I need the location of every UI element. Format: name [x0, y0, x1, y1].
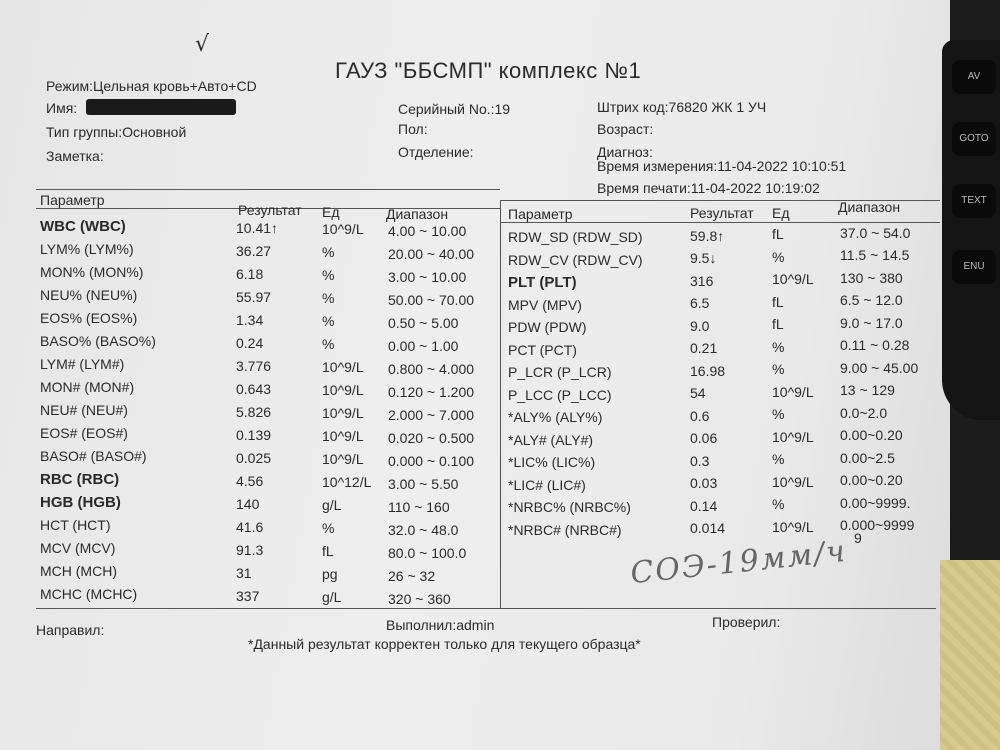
- diagnosis-field: Диагноз:: [597, 144, 653, 160]
- remote-key: ENU: [952, 250, 996, 284]
- cell-param: LYM% (LYM%): [40, 241, 134, 257]
- cell-unit: 10^9/L: [772, 383, 814, 400]
- cell-range: 13 ~ 129: [840, 382, 895, 398]
- remote-key: TEXT: [952, 184, 996, 218]
- cell-unit: %: [772, 248, 785, 265]
- cell-param: EOS# (EOS#): [40, 425, 128, 441]
- remote-control: [942, 40, 1000, 420]
- header-unit-left: Ед: [322, 204, 340, 220]
- cell-result: 55.97: [236, 288, 272, 305]
- cell-range: 110 ~ 160: [388, 498, 450, 515]
- cell-unit: %: [772, 406, 785, 422]
- cell-range: 130 ~ 380: [840, 269, 903, 286]
- cell-result: 4.56: [236, 472, 264, 489]
- check-mark: √: [195, 32, 210, 57]
- cell-result: 1.34: [236, 311, 264, 328]
- print-time-field: Время печати:11-04-2022 10:19:02: [597, 180, 820, 196]
- cell-unit: 10^9/L: [322, 382, 364, 398]
- cell-unit: %: [772, 361, 785, 377]
- cell-param: PCT (PCT): [508, 341, 577, 358]
- cell-param: *ALY# (ALY#): [508, 431, 594, 448]
- cell-range: 0.11 ~ 0.28: [840, 337, 910, 353]
- table-divider: [500, 200, 501, 608]
- handwritten-signature: СОЭ-19мм/ч: [628, 533, 849, 592]
- cell-param: BASO# (BASO#): [40, 448, 147, 464]
- cell-result: 0.6: [690, 407, 710, 424]
- cell-result: 10.41↑: [236, 219, 279, 236]
- table-header-rule-right: [500, 222, 940, 223]
- cell-unit: 10^9/L: [772, 473, 814, 490]
- cell-unit: g/L: [322, 497, 342, 513]
- cell-result: 31: [236, 564, 252, 581]
- cell-param: MPV (MPV): [508, 296, 582, 313]
- background-fabric: [940, 560, 1000, 750]
- cell-range: 26 ~ 32: [388, 567, 436, 584]
- cell-param: MCV (MCV): [40, 540, 116, 556]
- cell-range: 3.00 ~ 10.00: [388, 268, 467, 285]
- cell-range: 50.00 ~ 70.00: [388, 291, 475, 308]
- cell-param: EOS% (EOS%): [40, 310, 138, 326]
- range-wrap: 9: [854, 530, 862, 546]
- remote-key: AV: [952, 60, 996, 94]
- header-param-right: Параметр: [508, 206, 573, 222]
- cell-unit: 10^9/L: [322, 451, 364, 467]
- cell-result: 91.3: [236, 541, 264, 558]
- cell-param: PDW (PDW): [508, 319, 587, 335]
- cell-range: 0.00~0.20: [840, 472, 903, 488]
- cell-result: 59.8↑: [690, 227, 725, 244]
- cell-range: 20.00 ~ 40.00: [388, 245, 475, 262]
- header-range-right: Диапазон: [838, 199, 901, 215]
- cell-unit: fL: [772, 226, 784, 242]
- cell-unit: %: [322, 290, 335, 306]
- age-field: Возраст:: [597, 121, 654, 137]
- cell-unit: 10^9/L: [772, 518, 814, 535]
- cell-unit: %: [772, 338, 785, 355]
- cell-result: 54: [690, 385, 706, 401]
- header-param-left: Параметр: [40, 192, 105, 208]
- cell-range: 80.0 ~ 100.0: [388, 544, 467, 561]
- cell-unit: 10^9/L: [322, 359, 364, 375]
- cell-param: HGB (HGB): [40, 494, 121, 511]
- name-label: Имя:: [46, 100, 78, 116]
- cell-range: 0.50 ~ 5.00: [388, 314, 459, 331]
- sex-field: Пол:: [398, 121, 428, 137]
- cell-param: NEU% (NEU%): [40, 287, 138, 303]
- cell-result: 41.6: [236, 518, 264, 535]
- cell-param: PLT (PLT): [508, 274, 577, 291]
- cell-unit: %: [772, 451, 785, 467]
- table-bottom-rule: [36, 608, 936, 609]
- cell-range: 0.00~2.5: [840, 449, 895, 466]
- cell-param: MCHC (MCHC): [40, 586, 138, 602]
- header-range-left: Диапазон: [386, 206, 449, 222]
- cell-result: 0.025: [236, 449, 272, 466]
- cell-param: *NRBC% (NRBC%): [508, 499, 631, 515]
- cell-range: 320 ~ 360: [388, 590, 451, 607]
- cell-unit: %: [322, 313, 335, 329]
- cell-param: RBC (RBC): [40, 471, 120, 488]
- performed-by-field: Выполнил:admin: [386, 617, 495, 633]
- cell-param: P_LCR (P_LCR): [508, 364, 612, 380]
- cell-unit: %: [772, 496, 785, 512]
- cell-param: RDW_CV (RDW_CV): [508, 251, 643, 268]
- cell-unit: 10^12/L: [322, 474, 372, 490]
- cell-param: RDW_SD (RDW_SD): [508, 229, 643, 245]
- sent-by-field: Направил:: [36, 622, 105, 638]
- cell-unit: %: [322, 244, 335, 260]
- cell-range: 0.00 ~ 1.00: [388, 337, 459, 354]
- cell-range: 0.020 ~ 0.500: [388, 429, 475, 446]
- table-top-rule-left: [36, 189, 500, 190]
- cell-unit: fL: [772, 316, 784, 332]
- group-field: Тип группы:Основной: [46, 124, 187, 140]
- cell-range: 11.5 ~ 14.5: [840, 247, 910, 263]
- cell-range: 0.00~0.20: [840, 427, 903, 443]
- cell-param: *LIC# (LIC#): [508, 476, 586, 493]
- cell-result: 0.03: [690, 475, 718, 491]
- cell-param: MON# (MON#): [40, 379, 135, 395]
- cell-param: NEU# (NEU#): [40, 402, 128, 418]
- cell-param: HCT (HCT): [40, 517, 111, 533]
- cell-range: 2.000 ~ 7.000: [388, 406, 475, 423]
- header-result-left: Результат: [238, 202, 302, 218]
- cell-range: 6.5 ~ 12.0: [840, 292, 903, 308]
- cell-range: 0.00~9999.: [840, 494, 911, 511]
- cell-unit: 10^9/L: [322, 428, 364, 444]
- cell-range: 32.0 ~ 48.0: [388, 521, 459, 538]
- cell-result: 6.5: [690, 295, 710, 311]
- cell-param: *ALY% (ALY%): [508, 409, 603, 425]
- cell-unit: %: [322, 336, 335, 352]
- cell-param: P_LCC (P_LCC): [508, 386, 612, 403]
- cell-result: 0.06: [690, 430, 718, 446]
- remote-key: GOTO: [952, 122, 996, 156]
- cell-result: 9.0: [690, 317, 710, 334]
- cell-param: LYM# (LYM#): [40, 356, 125, 372]
- cell-result: 140: [236, 495, 260, 512]
- mode-field: Режим:Цельная кровь+Авто+CD: [46, 78, 257, 94]
- cell-unit: 10^9/L: [322, 405, 364, 421]
- checked-by-field: Проверил:: [712, 614, 781, 630]
- cell-param: MON% (MON%): [40, 264, 144, 280]
- cell-result: 316: [690, 272, 714, 289]
- cell-unit: %: [322, 520, 335, 536]
- cell-range: 0.000 ~ 0.100: [388, 452, 475, 469]
- cell-range: 0.800 ~ 4.000: [388, 360, 475, 377]
- cell-range: 0.120 ~ 1.200: [388, 383, 475, 400]
- cell-result: 6.18: [236, 265, 264, 282]
- cell-range: 9.0 ~ 17.0: [840, 314, 903, 331]
- cell-param: BASO% (BASO%): [40, 333, 156, 349]
- cell-result: 9.5↓: [690, 250, 717, 266]
- cell-range: 37.0 ~ 54.0: [840, 224, 911, 241]
- cell-result: 0.3: [690, 452, 710, 469]
- cell-result: 0.139: [236, 426, 272, 443]
- cell-unit: fL: [322, 543, 334, 559]
- cell-param: WBC (WBC): [40, 218, 126, 235]
- cell-result: 337: [236, 587, 260, 604]
- cell-result: 0.643: [236, 380, 272, 397]
- cell-result: 5.826: [236, 403, 272, 420]
- footer-note: *Данный результат корректен только для текущего образца*: [248, 636, 641, 652]
- cell-param: *NRBC# (NRBC#): [508, 521, 622, 538]
- department-field: Отделение:: [398, 144, 474, 160]
- barcode-field: Штрих код:76820 ЖК 1 УЧ: [597, 99, 767, 115]
- cell-range: 0.0~2.0: [840, 404, 888, 421]
- cell-unit: %: [322, 267, 335, 283]
- cell-unit: 10^9/L: [772, 271, 814, 287]
- cell-result: 0.14: [690, 497, 718, 514]
- cell-range: 0.000~9999: [840, 517, 915, 533]
- report-title: ГАУЗ "ББСМП" комплекс №1: [335, 58, 642, 83]
- cell-result: 0.21: [690, 340, 718, 356]
- cell-unit: 10^9/L: [772, 428, 814, 445]
- header-unit-right: Ед: [772, 205, 790, 221]
- cell-unit: pg: [322, 566, 338, 582]
- cell-result: 3.776: [236, 357, 272, 374]
- cell-param: *LIC% (LIC%): [508, 454, 596, 470]
- cell-range: 4.00 ~ 10.00: [388, 222, 467, 239]
- cell-result: 0.24: [236, 334, 264, 351]
- header-result-right: Результат: [690, 205, 754, 221]
- cell-result: 16.98: [690, 362, 726, 379]
- cell-range: 3.00 ~ 5.50: [388, 475, 459, 492]
- cell-unit: fL: [772, 293, 784, 310]
- note-field: Заметка:: [46, 148, 104, 164]
- cell-unit: 10^9/L: [322, 221, 364, 237]
- cell-param: MCH (MCH): [40, 563, 117, 579]
- cell-result: 36.27: [236, 242, 272, 259]
- cell-unit: g/L: [322, 589, 342, 605]
- cell-result: 0.014: [690, 520, 726, 536]
- redacted-name: [86, 99, 236, 115]
- cell-range: 9.00 ~ 45.00: [840, 359, 919, 376]
- measure-time-field: Время измерения:11-04-2022 10:10:51: [597, 158, 847, 174]
- serial-field: Серийный No.:19: [398, 101, 511, 117]
